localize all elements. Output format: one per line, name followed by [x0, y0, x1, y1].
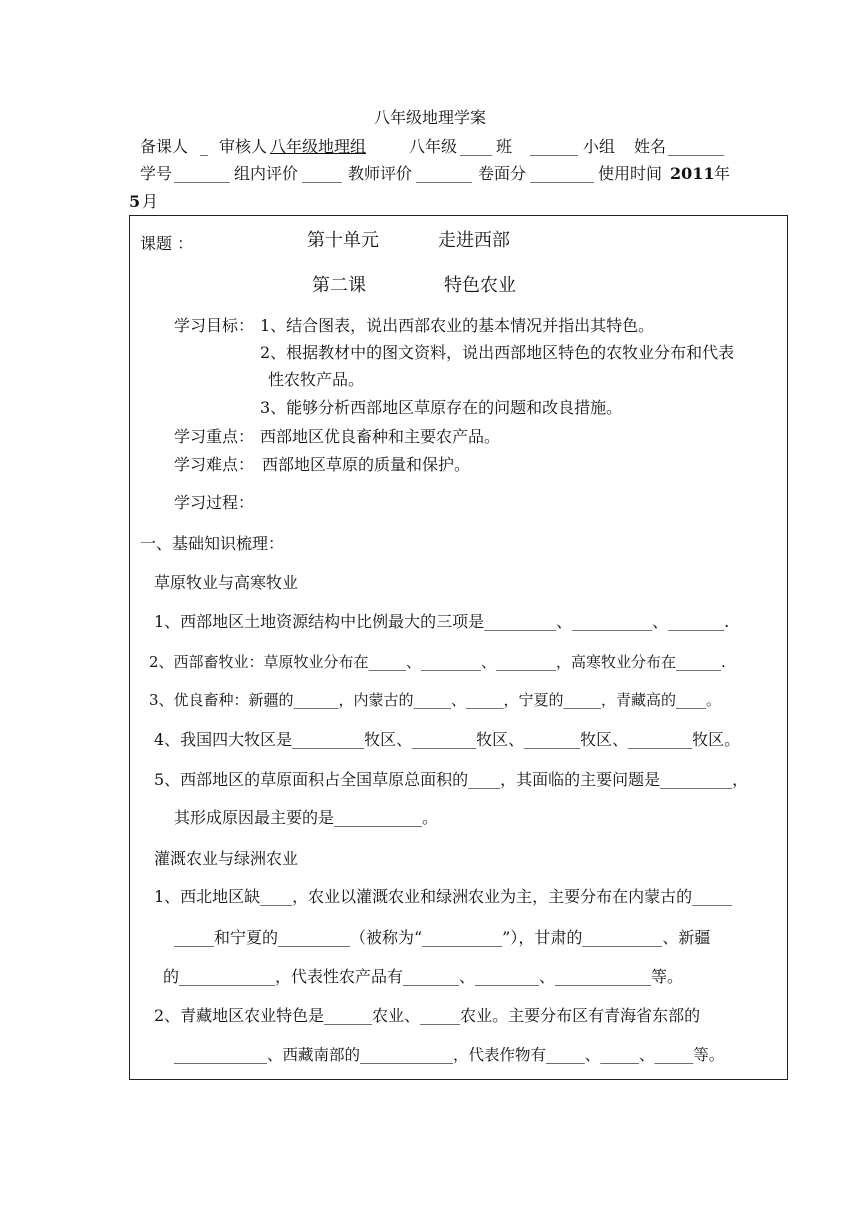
question-item: 2、西部畜牧业：草原牧业分布在_____、________、________，高寒牧业分布在______.	[149, 653, 726, 671]
question-item: _____和宁夏的_________（被称为“__________”），甘肃的__________、新疆	[174, 928, 711, 947]
topic-label: 课题 ：	[140, 234, 194, 253]
page-title: 八年级地理学案	[373, 108, 486, 127]
goal-item: 性农牧产品。	[268, 370, 365, 389]
question-item: 2、青藏地区农业特色是______农业、_____农业。主要分布区有青海省东部的	[154, 1006, 701, 1025]
focus-text: 西部地区优良畜种和主要农产品。	[260, 427, 501, 446]
subsection-heading: 灌溉农业与绿洲农业	[154, 849, 299, 868]
lesson-number: 第二课	[312, 275, 366, 296]
question-item: 5、西部地区的草原面积占全国草原总面积的____，其面临的主要问题是_________，	[154, 770, 749, 789]
question-item: 的____________，代表性农产品有_______、________、____________等。	[163, 967, 684, 986]
group-eval-blank: _____	[302, 164, 342, 183]
question-item: ____________、西藏南部的____________，代表作物有_____、_____、_____等。	[174, 1046, 725, 1064]
teacher-eval-blank: _______	[416, 164, 472, 183]
month-value: 5	[129, 192, 141, 211]
question-item: 4、我国四大牧区是_________牧区、________牧区、_______牧区、________牧区。	[154, 730, 741, 749]
reviewer-label: 审核人	[219, 137, 268, 156]
month-label: 月	[142, 192, 159, 211]
question-item: 其形成原因最主要的是___________。	[174, 808, 439, 827]
question-item: 1、西北地区缺____，农业以灌溉农业和绿洲农业为主，主要分布在内蒙古的_____	[154, 887, 733, 906]
class-blank: ____	[460, 137, 492, 156]
teacher-eval-label: 教师评价	[348, 164, 413, 183]
group-eval-label: 组内评价	[234, 164, 299, 183]
preparer-blank: _	[200, 137, 208, 156]
group-label: 小组	[583, 137, 616, 156]
time-year-value: 2011	[670, 164, 715, 183]
subsection-heading: 草原牧业与高寒牧业	[154, 573, 299, 592]
student-id-blank: _______	[174, 164, 230, 183]
preparer-label: 备课人	[140, 137, 189, 156]
goals-label: 学习目标：	[174, 316, 255, 335]
question-item: 1、西部地区土地资源结构中比例最大的三项是_________、__________、_______.	[154, 612, 730, 631]
process-label: 学习过程：	[174, 493, 255, 512]
difficulty-label: 学习难点：	[174, 455, 255, 474]
name-label: 姓名	[634, 137, 667, 156]
section-heading: 一、基础知识梳理：	[140, 534, 285, 553]
lesson-title: 特色农业	[444, 275, 516, 296]
focus-label: 学习重点：	[174, 427, 255, 446]
goal-item: 2、根据教材中的图文资料，说出西部地区特色的农牧业分布和代表	[260, 343, 735, 362]
difficulty-text: 西部地区草原的质量和保护。	[262, 455, 471, 474]
grade-label: 八年级	[409, 137, 458, 156]
reviewer-value: 八年级地理组	[270, 137, 367, 156]
goal-item: 3、能够分析西部地区草原存在的问题和改良措施。	[260, 398, 623, 417]
unit-number: 第十单元	[307, 230, 379, 251]
time-label: 使用时间	[598, 164, 663, 183]
score-label: 卷面分	[478, 164, 527, 183]
name-blank: _______	[668, 137, 724, 156]
group-blank: ______	[530, 137, 578, 156]
goal-item: 1、结合图表，说出西部农业的基本情况并指出其特色。	[260, 316, 655, 335]
question-item: 3、优良畜种：新疆的______，内蒙古的_____、_____，宁夏的_____，青藏高的____。	[149, 691, 722, 709]
score-blank: ________	[530, 164, 594, 183]
year-label: 年	[714, 164, 731, 183]
class-label: 班	[496, 137, 513, 156]
student-id-label: 学号	[140, 164, 173, 183]
unit-title: 走进西部	[438, 230, 510, 251]
